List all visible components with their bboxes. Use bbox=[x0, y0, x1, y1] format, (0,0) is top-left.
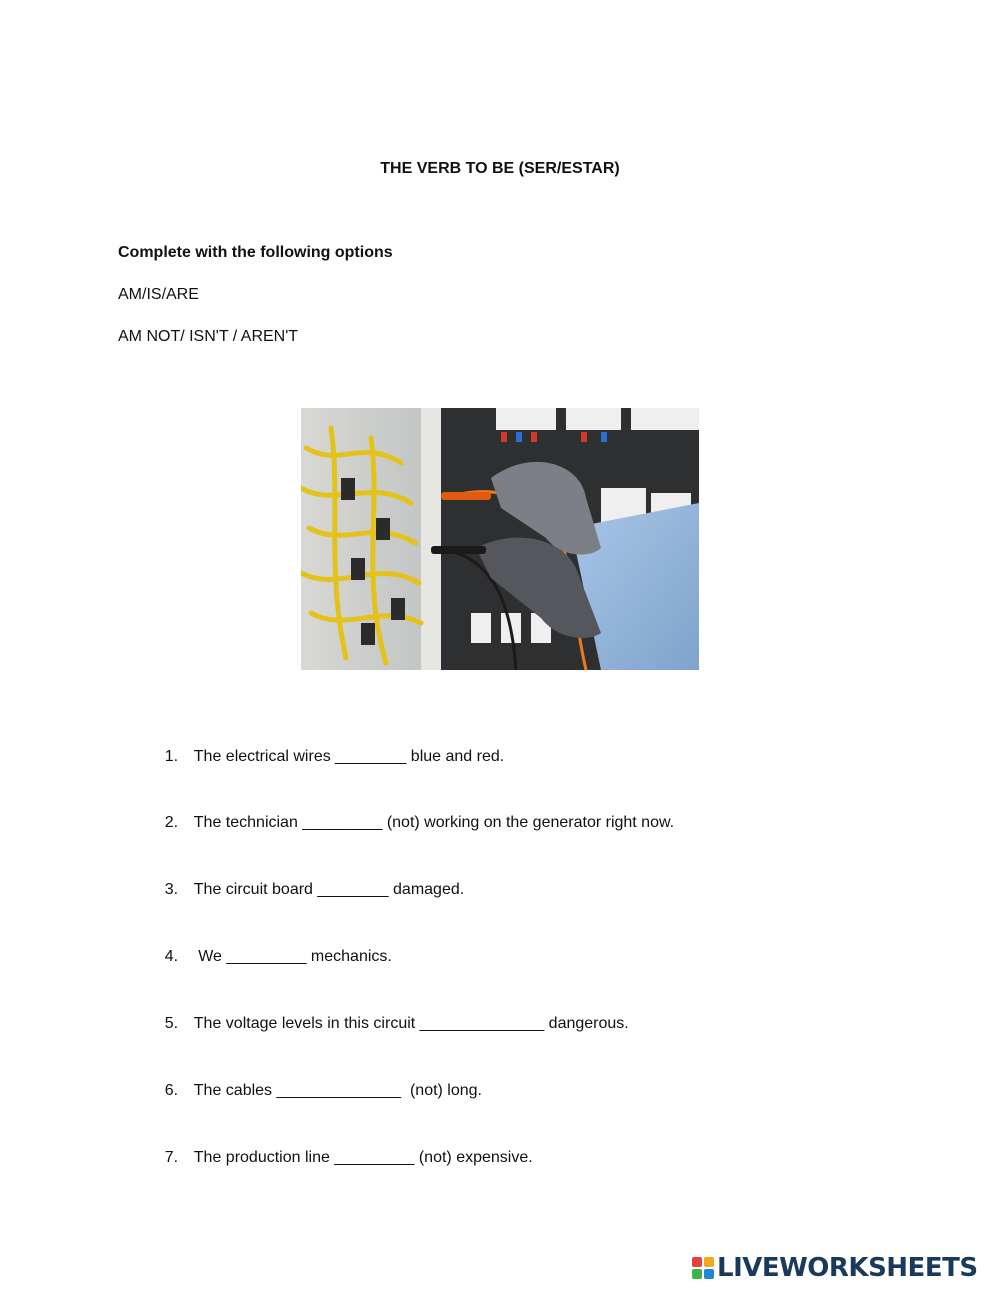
question-item bbox=[147, 930, 392, 984]
question-number: 6. bbox=[164, 1082, 179, 1099]
question-item bbox=[147, 1131, 533, 1185]
question-text: The technician _________ (not) working on the generator right now. bbox=[193, 814, 675, 831]
question-text: The circuit board ________ damaged. bbox=[193, 881, 465, 898]
question-number: 2. bbox=[164, 814, 179, 831]
question-text: The electrical wires ________ blue and red. bbox=[193, 748, 505, 765]
question-number: 7. bbox=[164, 1149, 179, 1166]
question-item bbox=[147, 863, 464, 917]
question-item bbox=[147, 796, 674, 850]
question-text: The cables ______________ (not) long. bbox=[193, 1082, 482, 1099]
page-title: THE VERB TO BE (SER/ESTAR) bbox=[380, 160, 620, 177]
liveworksheets-wordmark: LIVEWORKSHEETS bbox=[717, 1253, 978, 1283]
liveworksheets-grid-icon bbox=[692, 1257, 714, 1279]
question-text: The production line _________ (not) expensive. bbox=[193, 1149, 533, 1166]
question-text: The voltage levels in this circuit ______________ dangerous. bbox=[193, 1015, 629, 1032]
electrician-photo bbox=[301, 408, 699, 670]
question-number: 3. bbox=[164, 881, 179, 898]
option-affirmative: AM/IS/ARE bbox=[118, 286, 199, 303]
question-number: 1. bbox=[164, 748, 179, 765]
question-item bbox=[147, 997, 629, 1051]
question-number: 4. bbox=[164, 948, 179, 965]
liveworksheets-logo[interactable] bbox=[692, 1252, 978, 1284]
question-number: 5. bbox=[164, 1015, 179, 1032]
option-negative: AM NOT/ ISN'T / AREN'T bbox=[118, 328, 299, 345]
question-item bbox=[147, 730, 504, 784]
instruction: Complete with the following options bbox=[118, 244, 393, 261]
question-text: We _________ mechanics. bbox=[193, 948, 392, 965]
question-item bbox=[147, 1064, 482, 1118]
